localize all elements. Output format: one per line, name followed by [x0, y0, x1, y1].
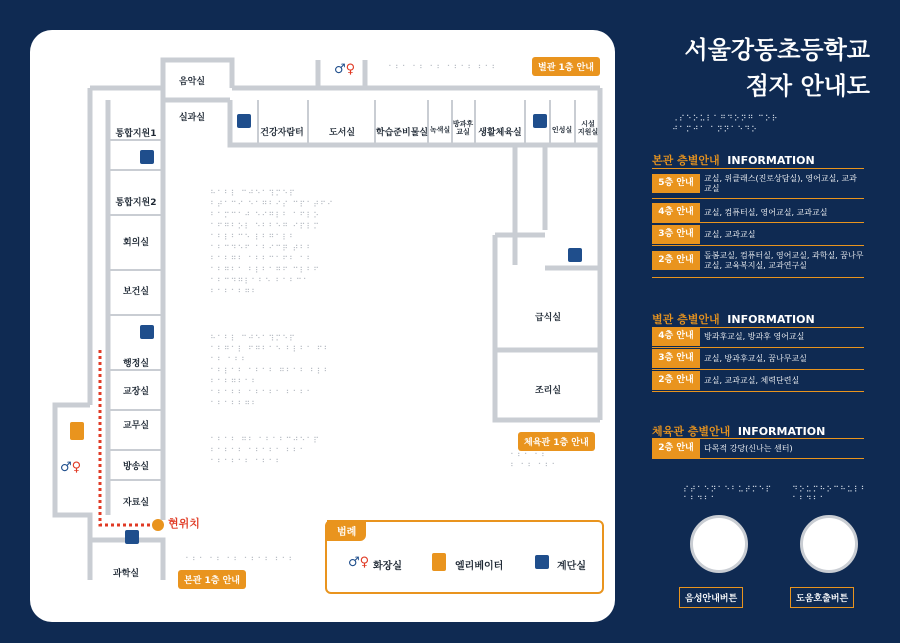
divider	[652, 222, 864, 223]
room-principal: 교장실	[122, 387, 150, 397]
room-green: 녹색실	[429, 126, 451, 134]
stairs-icon	[125, 530, 139, 544]
divider	[652, 245, 864, 246]
room-library: 도서실	[328, 128, 356, 138]
room-meeting: 회의실	[122, 238, 150, 248]
braille-block: ⠁⠃⠁⠃ ⠛⠃ ⠁⠃⠁⠃⠉⠚⠑⠁⠏ ⠃⠁⠃⠁⠃ ⠁⠃⠁⠃⠁ ⠃⠃⠁ ⠁⠃⠁⠃⠁⠃ ⠁⠃⠁⠃	[210, 436, 320, 467]
restroom-icon: ♂♀	[334, 62, 356, 77]
legend-stairs: 계단실	[557, 561, 586, 572]
voice-guide-label: 음성안내버튼	[679, 587, 743, 608]
room-character: 인성실	[551, 126, 573, 134]
braille-block: ⠓⠁⠃⠇ ⠉⠚⠑⠁⠹⠍⠑⠏ ⠃⠞⠁⠉⠊ ⠑⠁⠛⠃⠊⠎ ⠉⠏⠁⠞⠋⠊ ⠃⠁⠍⠉⠁⠚ ⠑⠊⠛⠇⠃ ⠁⠋⠇⠕ ⠁⠋⠛⠃⠕⠇ ⠑⠃⠃⠑⠛ ⠊⠏⠇⠍ ⠁⠃⠇⠃⠉⠑ ⠇⠃⠛⠁⠇⠃ ⠁⠃⠉⠙⠑⠋ ⠁⠃⠊⠉⠟ ⠞⠃⠃ ⠃⠁⠃⠛⠃ ⠁⠃⠃⠉⠁⠋⠃ ⠁⠃ ⠁⠃⠛⠃⠁ ⠃⠇⠃⠁⠛⠋ ⠉⠇⠃⠋ ⠁⠃⠉⠙⠛⠇⠁⠃⠑ ⠃⠁⠃⠉⠁ ⠃⠁⠃⠁⠃⠛⠃	[210, 189, 334, 297]
room-cafeteria: 급식실	[534, 313, 562, 323]
gym-building-heading: 체육관 층별안내 INFORMATION	[652, 425, 826, 438]
you-are-here-label: 현위치	[168, 517, 200, 530]
room-prep: 학습준비물실	[375, 128, 429, 138]
main-building-heading: 본관 층별안내 INFORMATION	[652, 154, 815, 167]
floor-row: 2층 안내 교실, 교과교실, 체력단련실	[652, 371, 864, 390]
room-lab: 실과실	[178, 113, 206, 123]
room-gym: 생활체육실	[478, 128, 522, 138]
stairs-icon	[237, 114, 251, 128]
floor-row: 2층 안내 다목적 강당(신나는 센터)	[652, 439, 864, 458]
room-support1: 통합지원1	[115, 129, 157, 139]
room-after-class: 방과후 교실	[452, 120, 474, 136]
stairs-icon	[535, 555, 549, 569]
braille-help-button: ⠙⠕⠥⠍⠓⠕⠉⠓⠥⠇⠃ ⠁⠃⠙⠃⠁	[792, 485, 868, 504]
stairs-icon	[533, 114, 547, 128]
page-title-line1: 서울강동초등학교	[684, 36, 870, 64]
floor-row: 4층 안내 방과후교실, 방과후 영어교실	[652, 327, 864, 346]
you-are-here-marker	[152, 519, 164, 531]
divider	[652, 168, 864, 169]
room-wellness: 건강자람터	[260, 128, 304, 138]
divider	[652, 458, 864, 459]
floor-row: 5층 안내 교실, 위클래스(진로상담실), 영어교실, 교과교실	[652, 174, 864, 193]
room-support2: 통합지원2	[115, 198, 157, 208]
room-health: 보건실	[122, 287, 150, 297]
annex-building-heading: 별관 층별안내 INFORMATION	[652, 313, 815, 326]
braille-block: ⠓⠁⠃⠇ ⠉⠚⠑⠁⠹⠍⠑⠏ ⠁⠃⠛⠁⠇ ⠋⠛⠃⠁⠑ ⠃⠇⠃⠁ ⠋⠃ ⠁⠃ ⠁⠃⠃ ⠁⠃⠇⠁⠃ ⠁⠃⠁⠃ ⠛⠃⠁⠃ ⠃⠇⠃ ⠃⠁⠃⠛⠃⠁⠃ ⠁⠃⠁⠃⠃ ⠁⠃⠁⠃⠁ ⠃⠁⠃⠁ ⠁⠃⠁⠃⠃⠛⠃	[210, 334, 331, 409]
floor-row: 4층 안내 교실, 컴퓨터실, 영어교실, 교과교실	[652, 203, 864, 222]
voice-guide-button[interactable]	[690, 515, 748, 573]
room-facility: 시설 지원실	[577, 120, 599, 136]
room-staff: 교무실	[122, 421, 150, 431]
divider	[652, 369, 864, 370]
legend-restroom: 화장실	[373, 561, 402, 572]
gym-1f-tag: 체육관 1층 안내	[518, 432, 595, 451]
braille-title: ⠠⠎⠑⠕⠥⠇⠁⠛⠙⠕⠝⠛ ⠉⠕⠗ ⠚⠁⠍⠚⠁ ⠁⠝⠝⠁⠑⠙⠕	[672, 114, 779, 134]
room-archive: 자료실	[122, 498, 150, 508]
floor-row: 3층 안내 교실, 교과교실	[652, 225, 864, 244]
room-admin: 행정실	[122, 359, 150, 369]
stairs-icon	[568, 248, 582, 262]
divider	[652, 277, 864, 278]
floor-row: 3층 안내 교실, 방과후교실, 꿈나무교실	[652, 349, 864, 368]
main-1f-tag: 본관 1층 안내	[178, 570, 246, 589]
annex-1f-tag: 별관 1층 안내	[532, 57, 600, 76]
legend-title: 범례	[327, 520, 366, 541]
stairs-icon	[140, 325, 154, 339]
legend-elevator: 엘리베이터	[455, 561, 504, 572]
room-music: 음악실	[178, 77, 206, 87]
room-science: 과학실	[112, 569, 140, 579]
room-broadcast: 방송실	[122, 462, 150, 472]
braille-annex-tag: ⠁⠃⠁ ⠁⠃ ⠁⠃ ⠁⠃⠁⠃ ⠃⠁⠃	[388, 64, 499, 73]
elevator-icon	[432, 553, 446, 571]
help-call-button[interactable]	[800, 515, 858, 573]
elevator-icon	[70, 422, 84, 440]
restroom-icon: ♂♀	[60, 460, 82, 475]
stairs-icon	[140, 150, 154, 164]
divider	[652, 391, 864, 392]
braille-gym-tag: ⠁⠃⠁ ⠁⠃ ⠃ ⠁⠃ ⠁⠃⠁	[510, 452, 559, 471]
divider	[652, 347, 864, 348]
braille-voice-button: ⠎⠞⠁⠑⠝⠁⠑⠃⠥⠞⠍⠑⠏ ⠁⠃⠙⠃⠁	[683, 485, 773, 504]
page-title-line2: 점자 안내도	[745, 72, 870, 100]
floor-row: 2층 안내 돌봄교실, 컴퓨터실, 영어교실, 과학실, 꿈나무교실, 교육복지실, 교과연구실	[652, 251, 864, 270]
braille-main-tag: ⠁⠃⠁ ⠁⠃ ⠁⠃ ⠁⠃⠁⠃ ⠃⠁⠃	[185, 556, 296, 565]
help-call-label: 도움호출버튼	[790, 587, 854, 608]
restroom-icon: ♂♀	[348, 555, 370, 570]
room-cooking: 조리실	[534, 386, 562, 396]
divider	[652, 198, 864, 199]
